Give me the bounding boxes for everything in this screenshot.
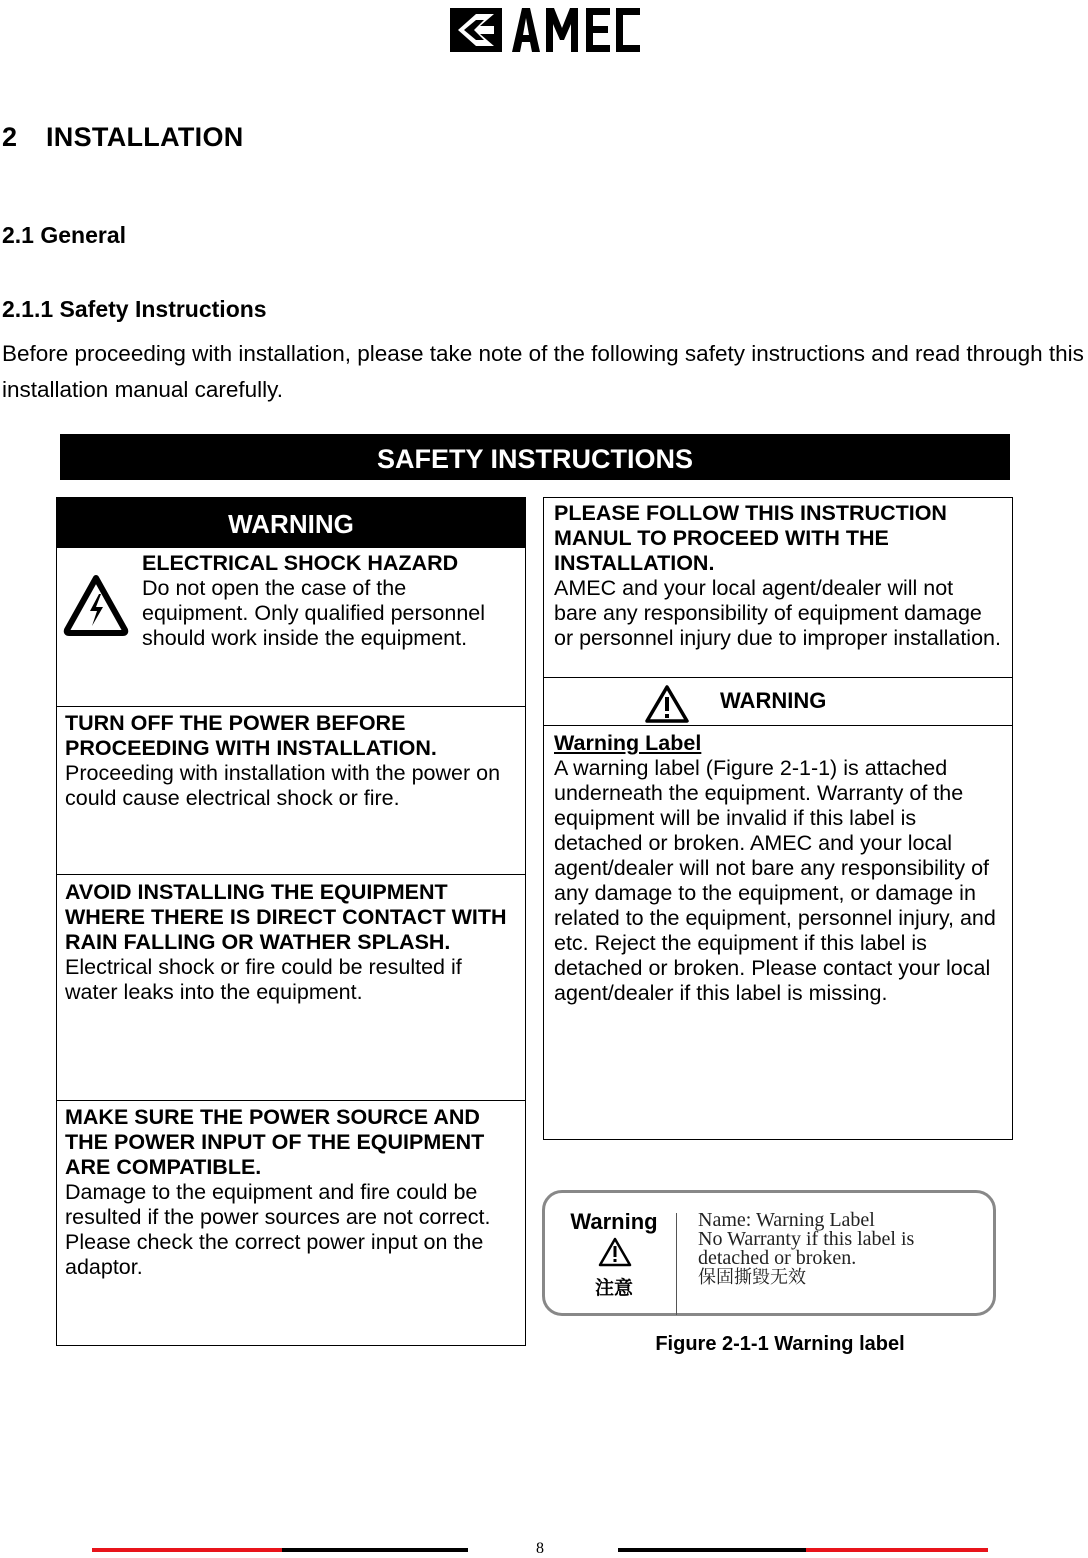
label-chinese-title: 注意 bbox=[594, 1277, 633, 1299]
section-heading bbox=[2, 122, 244, 153]
instruction-intro bbox=[544, 499, 1012, 653]
warning-item-shock bbox=[57, 549, 525, 707]
footer-line-black-right bbox=[618, 1548, 806, 1552]
warning-item-power bbox=[57, 709, 525, 813]
figure-caption: Figure 2-1-1 Warning label bbox=[655, 1333, 905, 1355]
warning-item-title: AVOID INSTALLING THE EQUIPMENT WHERE THERE IS DIRECT CONTACT WITH RAIN FALLING OR WATHER SPLASH. bbox=[65, 880, 507, 954]
label-caution-icon bbox=[598, 1237, 632, 1267]
label-warning-title: Warning bbox=[570, 1209, 658, 1234]
warning-label-info bbox=[544, 729, 1012, 1008]
footer-line-red-left bbox=[92, 1548, 282, 1552]
label-text bbox=[698, 1211, 988, 1287]
instruction-panel bbox=[543, 497, 1013, 1140]
warning-item-body: Electrical shock or fire could be resulted if water leaks into the equipment. bbox=[65, 955, 462, 1004]
warning-item-rain bbox=[57, 878, 525, 1007]
safety-banner: SAFETY INSTRUCTIONS bbox=[60, 434, 1010, 480]
instruction-title: PLEASE FOLLOW THIS INSTRUCTION MANUL TO PROCEED WITH THE INSTALLATION. bbox=[554, 501, 947, 575]
warning-item-title: ELECTRICAL SHOCK HAZARD bbox=[142, 551, 459, 575]
warning-item-body: Do not open the case of the equipment. Only qualified personnel should work inside the equipment. bbox=[142, 576, 486, 650]
warning-item-title: TURN OFF THE POWER BEFORE PROCEEDING WITH INSTALLATION. bbox=[65, 711, 437, 760]
section-number: 2 bbox=[2, 122, 18, 152]
label-line: detached or broken. bbox=[698, 1247, 857, 1269]
warning-label-figure bbox=[542, 1190, 996, 1316]
warning-subheader-label: WARNING bbox=[720, 688, 827, 713]
label-line: 保固撕毀无效 bbox=[698, 1267, 806, 1288]
warning-panel bbox=[56, 497, 526, 1346]
warning-panel-header: WARNING bbox=[57, 498, 525, 548]
warning-label-title: Warning Label bbox=[554, 731, 702, 755]
instruction-body: AMEC and your local agent/dealer will not bare any responsibility of equipment damage or personnel injury due to improper installation. bbox=[554, 576, 1001, 650]
caution-icon bbox=[644, 684, 690, 724]
label-line: Name: Warning Label bbox=[698, 1209, 875, 1231]
footer-line-black-left bbox=[282, 1548, 468, 1552]
section-title: INSTALLATION bbox=[46, 122, 244, 152]
warning-item-body: Damage to the equipment and fire could be resulted if the power sources are not correct. Please check the correct power input on the adaptor. bbox=[65, 1180, 491, 1279]
warning-subheader bbox=[544, 679, 1012, 725]
warning-item-power-source bbox=[57, 1103, 525, 1282]
amec-logo bbox=[450, 8, 640, 52]
footer-line-red-right bbox=[806, 1548, 988, 1552]
electrical-hazard-icon bbox=[63, 574, 129, 636]
page-number: 8 bbox=[536, 1540, 544, 1557]
warning-item-title: MAKE SURE THE POWER SOURCE AND THE POWER INPUT OF THE EQUIPMENT ARE COMPATIBLE. bbox=[65, 1105, 485, 1179]
warning-label-body: A warning label (Figure 2-1-1) is attached underneath the equipment. Warranty of the equipment will be invalid if this label is detached or broken. AMEC and your local agent/dealer will not bare any responsibility of any damage to the equipment, or damage in related to the equipment, personnel injury, and etc. Reject the equipment if this label is detached or broken. Please contact your local agent/dealer if this label is missing. bbox=[554, 756, 996, 1005]
warning-item-body: Proceeding with installation with the power on could cause electrical shock or fire. bbox=[65, 761, 501, 810]
subsubsection-heading: 2.1.1 Safety Instructions bbox=[2, 296, 267, 322]
label-line: No Warranty if this label is bbox=[698, 1228, 915, 1250]
intro-paragraph: Before proceeding with installation, please take note of the following safety instructions and read through this installation manual carefully. bbox=[2, 341, 1084, 402]
subsection-heading: 2.1 General bbox=[2, 222, 127, 248]
